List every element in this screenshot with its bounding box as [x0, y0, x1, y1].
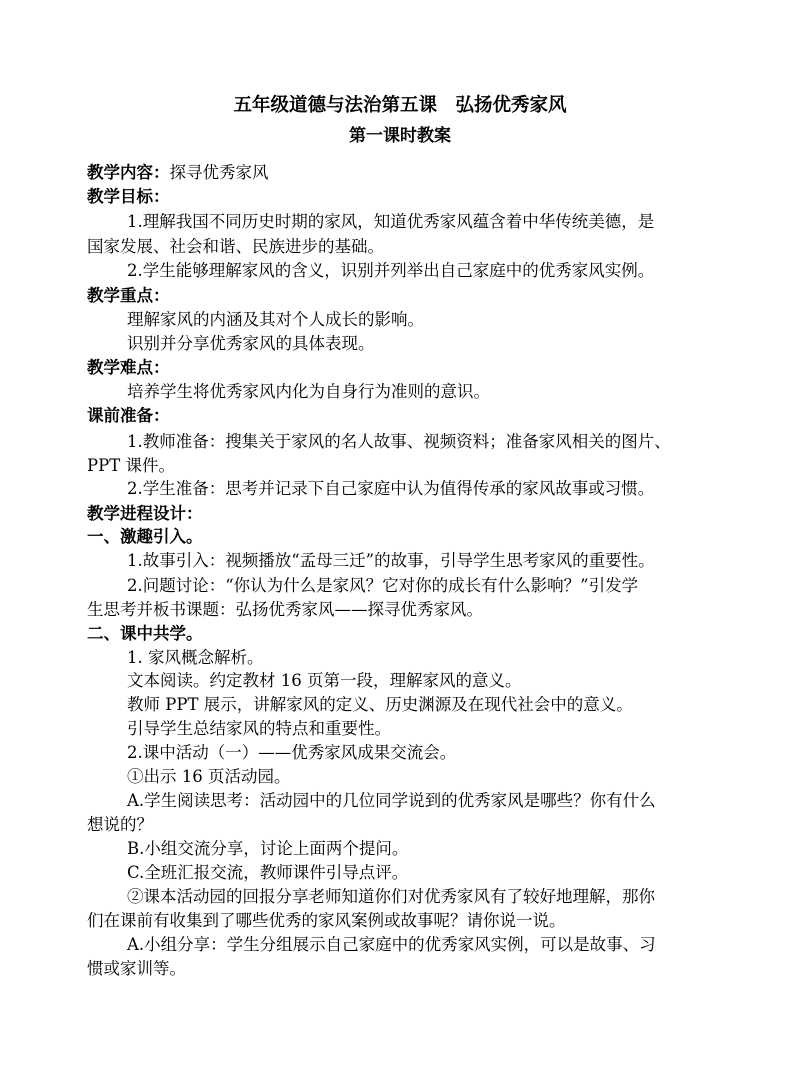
key-point-2: 识别并分享优秀家风的具体表现。 [127, 334, 375, 353]
activity-2-a-line-1: A.小组分享：学生分组展示自己家庭中的优秀家风实例，可以是故事、习 [127, 935, 656, 954]
prep-teacher-line-1: 1.教师准备：搜集关于家风的名人故事、视频资料；准备家风相关的图片、 [127, 432, 671, 451]
activity-2-line-2: 们在课前有收集到了哪些优秀的家风案例或故事呢？请你说一说。 [87, 911, 566, 930]
activity-2-a-line-2: 惯或家训等。 [87, 959, 186, 978]
goals-heading: 教学目标： [87, 187, 170, 206]
section-2-item-2: 2.课中活动（一）——优秀家风成果交流会。 [127, 743, 457, 762]
section-2-heading: 二、课中共学。 [87, 624, 203, 643]
goal-1-line-2: 国家发展、社会和谐、民族进步的基础。 [87, 237, 384, 256]
document-subtitle: 第一课时教案 [349, 126, 451, 146]
section-1-item-2-line-2: 生思考并板书课题：弘扬优秀家风——探寻优秀家风。 [87, 600, 483, 619]
key-point-1: 理解家风的内涵及其对个人成长的影响。 [127, 310, 424, 329]
prep-teacher-line-2: PPT 课件。 [87, 456, 175, 475]
key-points-heading: 教学重点： [87, 286, 170, 305]
process-heading: 教学进程设计： [87, 504, 203, 523]
activity-1-a-line-1: A.学生阅读思考：活动园中的几位同学说到的优秀家风是哪些？你有什么 [127, 791, 656, 810]
content-label: 教学内容： [87, 163, 170, 182]
content-line [87, 162, 269, 184]
section-2-item-1: 1. 家风概念解析。 [127, 648, 264, 667]
difficulty-heading: 教学难点： [87, 358, 170, 377]
activity-1: ①出示 16 页活动园。 [127, 767, 291, 786]
prep-heading: 课前准备： [87, 406, 170, 425]
section-2-item-1c: 引导学生总结家风的特点和重要性。 [127, 719, 391, 738]
section-1-item-1: 1.故事引入：视频播放“孟母三迁”的故事，引导学生思考家风的重要性。 [127, 551, 655, 570]
goal-1-line-1: 1.理解我国不同历史时期的家风，知道优秀家风蕴含着中华传统美德，是 [127, 212, 655, 231]
prep-student: 2.学生准备：思考并记录下自己家庭中认为值得传承的家风故事或习惯。 [127, 479, 655, 498]
difficulty-1: 培养学生将优秀家风内化为自身行为准则的意识。 [127, 382, 490, 401]
activity-1-b: B.小组交流分享，讨论上面两个提问。 [127, 839, 409, 858]
section-2-item-1a: 文本阅读。约定教材 16 页第一段，理解家风的意义。 [127, 671, 522, 690]
document-title: 五年级道德与法治第五课 弘扬优秀家风 [233, 95, 567, 116]
section-1-heading: 一、激趣引入。 [87, 527, 203, 546]
activity-1-a-line-2: 想说的？ [87, 815, 153, 834]
goal-2: 2.学生能够理解家风的含义，识别并列举出自己家庭中的优秀家风实例。 [127, 261, 655, 280]
activity-2-line-1: ②课本活动园的回报分享老师知道你们对优秀家风有了较好地理解，那你 [127, 887, 655, 906]
content-text: 探寻优秀家风 [169, 163, 269, 182]
activity-1-c: C.全班汇报交流，教师课件引导点评。 [127, 863, 409, 882]
section-1-item-2-line-1: 2.问题讨论：“你认为什么是家风？它对你的成长有什么影响？”引发学 [127, 576, 639, 595]
section-2-item-1b: 教师 PPT 展示，讲解家风的定义、历史渊源及在现代社会中的意义。 [127, 695, 633, 714]
